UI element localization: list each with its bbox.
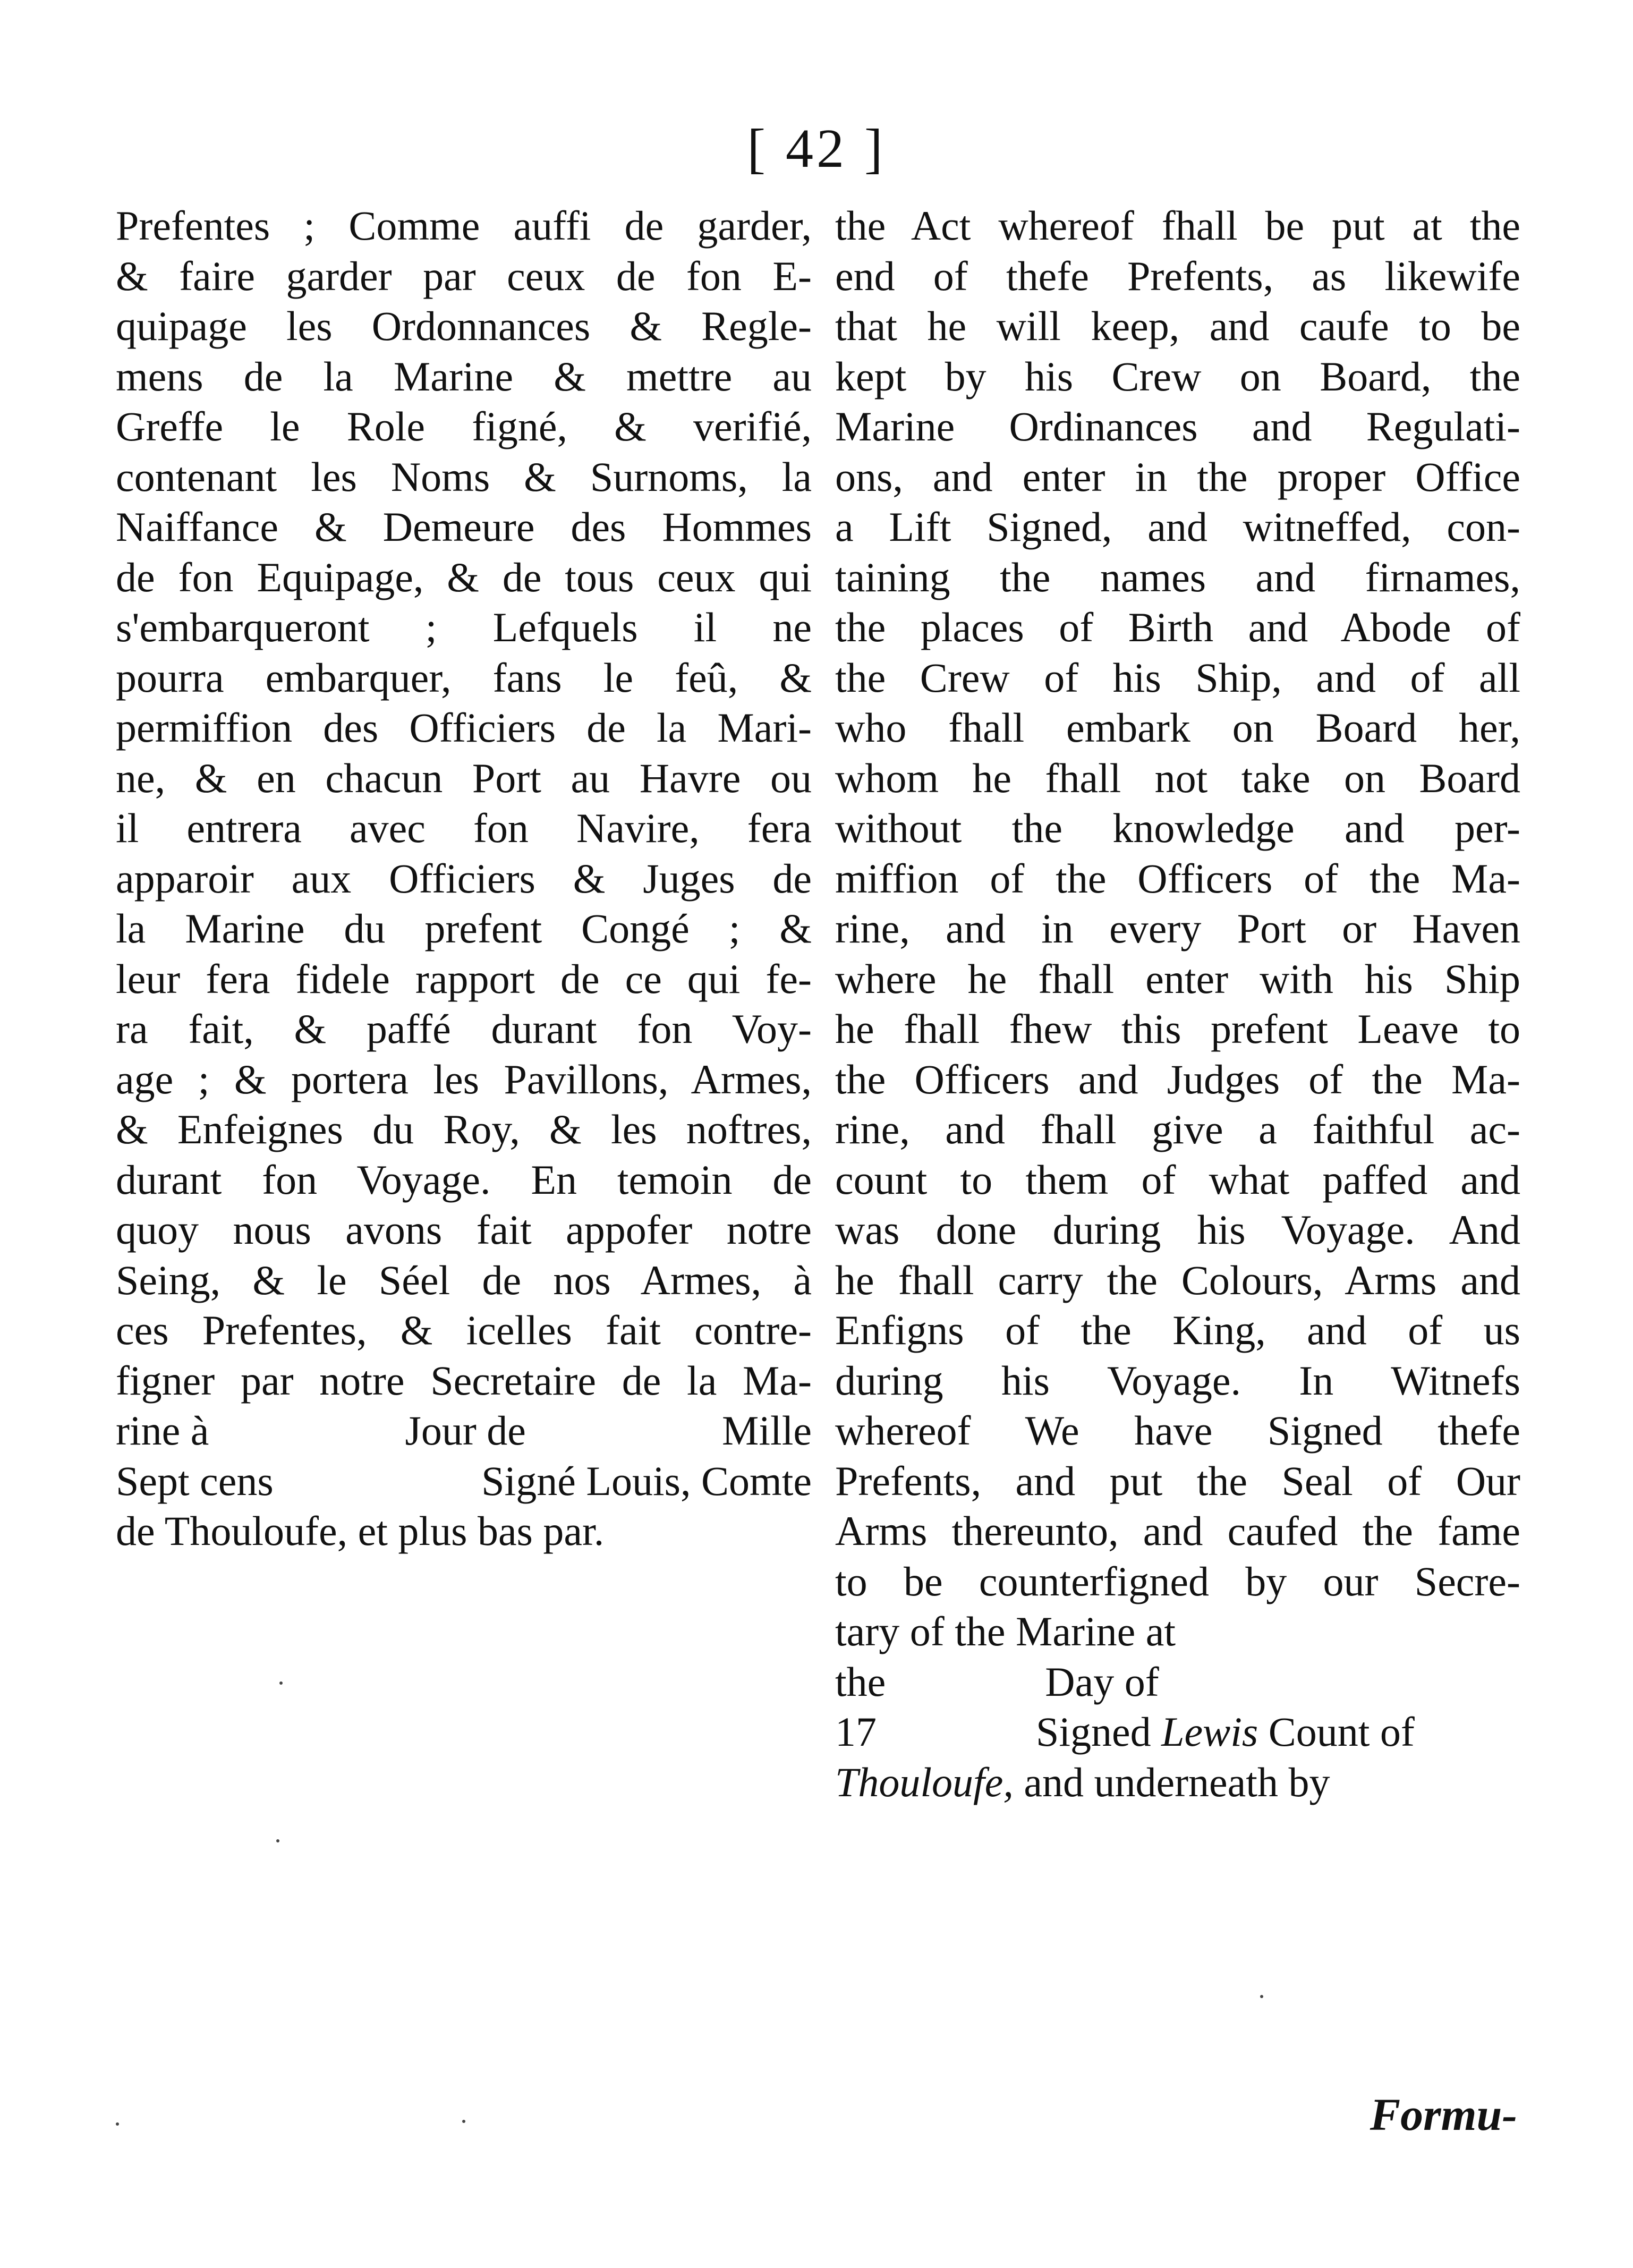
english-line: the places of Birth and Abode of	[835, 604, 1520, 650]
english-line: whereof We have Signed thefe	[835, 1407, 1520, 1454]
french-line: de fon Equipage, & de tous ceux qui	[116, 554, 812, 600]
french-line-part: Signé Louis, Comte	[481, 1457, 812, 1504]
french-line: figner par notre Secretaire de la Ma-	[116, 1357, 812, 1404]
english-column	[835, 201, 1520, 1807]
english-line: Arms thereunto, and caufed the fame	[835, 1508, 1520, 1554]
page-number: [ 42 ]	[747, 118, 886, 179]
french-date-line	[116, 1406, 812, 1456]
english-line: kept by his Crew on Board, the	[835, 353, 1520, 400]
english-line: to be counterfigned by our Secre-	[835, 1558, 1520, 1604]
english-line: whom he fhall not take on Board	[835, 754, 1520, 801]
english-line: miffion of the Officers of the Ma-	[835, 855, 1520, 902]
catchword: Formu-	[1370, 2089, 1517, 2140]
english-line: who fhall embark on Board her,	[835, 704, 1520, 751]
english-line-part: Thouloufe,	[835, 1759, 1014, 1805]
french-column	[116, 201, 812, 1557]
french-line-part: rine à	[116, 1407, 209, 1454]
english-line: taining the names and firnames,	[835, 554, 1520, 600]
french-line: age ; & portera les Pavillons, Armes,	[116, 1056, 812, 1102]
english-line: rine, and in every Port or Haven	[835, 905, 1520, 952]
english-line: that he will keep, and caufe to be	[835, 303, 1520, 349]
french-line: de Thouloufe, et plus bas par.	[116, 1508, 605, 1554]
english-line: he fhall carry the Colours, Arms and	[835, 1256, 1520, 1303]
ink-speck	[276, 1839, 279, 1842]
french-line: quoy nous avons fait appofer notre	[116, 1207, 812, 1253]
english-line: where he fhall enter with his Ship	[835, 955, 1520, 1002]
french-line: Greffe le Role figné, & verifié,	[116, 403, 812, 449]
english-line-part: 17	[835, 1709, 877, 1755]
english-line: without the knowledge and per-	[835, 805, 1520, 851]
english-line: end of thefe Prefents, as likewife	[835, 252, 1520, 299]
french-line: contenant les Noms & Surnoms, la	[116, 453, 812, 500]
english-line: rine, and fhall give a faithful ac-	[835, 1106, 1520, 1152]
english-line-part: Day of	[1045, 1658, 1159, 1705]
english-line: count to them of what paffed and	[835, 1156, 1520, 1203]
french-line: permiffion des Officiers de la Mari-	[116, 704, 812, 751]
english-line	[835, 1757, 1520, 1808]
english-signature-line	[835, 1707, 1520, 1757]
english-line: Enfigns of the King, and of us	[835, 1307, 1520, 1353]
french-line: s'embarqueront ; Lefquels il ne	[116, 604, 812, 650]
english-line: the Act whereof fhall be put at the	[835, 202, 1520, 249]
ink-speck	[279, 1681, 283, 1685]
french-line: ces Prefentes, & icelles fait contre-	[116, 1307, 812, 1353]
english-line: tary of the Marine at	[835, 1608, 1176, 1654]
french-line: leur fera fidele rapport de ce qui fe-	[116, 955, 812, 1002]
english-line-part: Count of	[1268, 1709, 1415, 1755]
english-line: was done during his Voyage. And	[835, 1207, 1520, 1253]
english-line: the Officers and Judges of the Ma-	[835, 1056, 1520, 1102]
english-date-line	[835, 1657, 1520, 1708]
french-line: il entrera avec fon Navire, fera	[116, 805, 812, 851]
english-line: during his Voyage. In Witnefs	[835, 1357, 1520, 1404]
french-line: & Enfeignes du Roy, & les noftres,	[116, 1106, 812, 1152]
english-line: the Crew of his Ship, and of all	[835, 654, 1520, 701]
ink-speck	[116, 2122, 119, 2126]
english-line-part: and underneath by	[1024, 1759, 1330, 1805]
english-line-part: the	[835, 1658, 886, 1705]
english-line-part	[1036, 1707, 1415, 1757]
english-line: ons, and enter in the proper Office	[835, 453, 1520, 500]
french-line: la Marine du prefent Congé ; &	[116, 905, 812, 952]
french-line-part: Jour de	[405, 1407, 526, 1454]
ink-speck	[462, 2120, 465, 2123]
french-line: ne, & en chacun Port au Havre ou	[116, 754, 812, 801]
english-line: Marine Ordinances and Regulati-	[835, 403, 1520, 449]
english-line: a Lift Signed, and witneffed, con-	[835, 504, 1520, 550]
french-line: Seing, & le Séel de nos Armes, à	[116, 1256, 812, 1303]
french-line: durant fon Voyage. En temoin de	[116, 1156, 812, 1203]
french-line: apparoir aux Officiers & Juges de	[116, 855, 812, 902]
french-line: quipage les Ordonnances & Regle-	[116, 303, 812, 349]
french-line: pourra embarquer, fans le feû, &	[116, 654, 812, 701]
french-line-part: Mille	[722, 1407, 812, 1454]
french-line: Prefentes ; Comme auffi de garder,	[116, 202, 812, 249]
french-line: mens de la Marine & mettre au	[116, 353, 812, 400]
english-line-part: Lewis	[1161, 1709, 1258, 1755]
ink-speck	[1260, 1995, 1263, 1998]
french-signature-line	[116, 1456, 812, 1507]
english-line: he fhall fhew this prefent Leave to	[835, 1006, 1520, 1052]
english-line-part: Signed	[1036, 1709, 1151, 1755]
french-line-part: Sept cens	[116, 1457, 274, 1504]
french-line: Naiffance & Demeure des Hommes	[116, 504, 812, 550]
french-line: & faire garder par ceux de fon E-	[116, 252, 812, 299]
english-line: Prefents, and put the Seal of Our	[835, 1457, 1520, 1504]
french-line: ra fait, & paffé durant fon Voy-	[116, 1006, 812, 1052]
